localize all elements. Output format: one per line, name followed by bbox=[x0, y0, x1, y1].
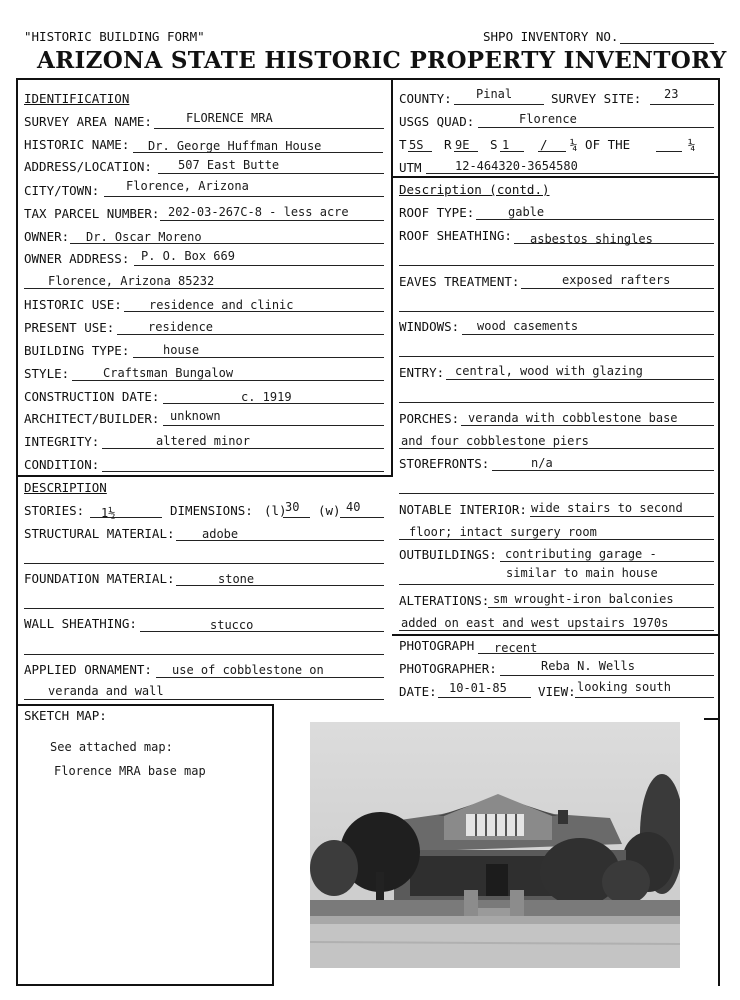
wall-sheathing-label: WALL SHEATHING: bbox=[24, 616, 137, 631]
storefronts-label: STOREFRONTS: bbox=[399, 456, 490, 471]
applied-ornament-value[interactable]: use of cobblestone on bbox=[172, 663, 324, 677]
shpo-inventory-label: SHPO INVENTORY NO. bbox=[483, 29, 619, 44]
alterations-label: ALTERATIONS: bbox=[399, 593, 490, 608]
view-value[interactable]: looking south bbox=[577, 680, 671, 694]
entry-line bbox=[446, 379, 714, 380]
survey-site-label: SURVEY SITE: bbox=[551, 91, 642, 106]
present-use-value[interactable]: residence bbox=[148, 320, 214, 334]
integrity-value[interactable]: altered minor bbox=[156, 434, 250, 448]
survey-site-line bbox=[650, 104, 714, 105]
city-label: CITY/TOWN: bbox=[24, 183, 100, 198]
owner-address-line bbox=[134, 265, 384, 266]
structural-line bbox=[176, 540, 384, 541]
storefronts-line2 bbox=[399, 493, 714, 494]
condition-label: CONDITION: bbox=[24, 457, 100, 472]
entry-label: ENTRY: bbox=[399, 365, 445, 380]
address-value[interactable]: 507 East Butte bbox=[178, 158, 280, 172]
section-line bbox=[500, 151, 524, 152]
identification-heading: IDENTIFICATION bbox=[24, 91, 130, 106]
house-photo-image bbox=[310, 722, 680, 968]
form-name: "HISTORIC BUILDING FORM" bbox=[24, 29, 205, 44]
entry-line2 bbox=[399, 402, 714, 403]
porches-value[interactable]: veranda with cobblestone base bbox=[468, 411, 678, 425]
photo-date-line bbox=[438, 697, 531, 698]
windows-line2 bbox=[399, 356, 714, 357]
owner-address-label: OWNER ADDRESS: bbox=[24, 251, 130, 266]
section-value[interactable]: 1 bbox=[502, 138, 510, 152]
view-line bbox=[575, 697, 714, 698]
eaves-label: EAVES TREATMENT: bbox=[399, 274, 520, 289]
applied-ornament-line bbox=[156, 677, 384, 678]
outbuildings-value[interactable]: contributing garage - bbox=[505, 547, 657, 561]
building-type-value[interactable]: house bbox=[163, 343, 200, 357]
construction-date-label: CONSTRUCTION DATE: bbox=[24, 389, 160, 404]
range-value[interactable]: 9E bbox=[455, 138, 470, 152]
quarter-a-line bbox=[538, 151, 566, 152]
notable-interior-line2[interactable]: floor; intact surgery room bbox=[409, 525, 597, 539]
sketch-top-rule bbox=[16, 704, 274, 706]
structural-value[interactable]: adobe bbox=[202, 527, 239, 541]
roof-sheathing-label: ROOF SHEATHING: bbox=[399, 228, 512, 243]
condition-line bbox=[102, 471, 384, 472]
sketch-right-rule bbox=[272, 704, 274, 986]
architect-line bbox=[163, 425, 384, 426]
survey-area-label: SURVEY AREA NAME: bbox=[24, 114, 152, 129]
dim-length-value[interactable]: 30 bbox=[285, 500, 300, 514]
foundation-line2 bbox=[24, 608, 384, 609]
notable-interior-value[interactable]: wide stairs to second bbox=[531, 501, 683, 515]
owner-address-line2[interactable]: Florence, Arizona 85232 bbox=[48, 274, 215, 288]
wall-sheathing-value[interactable]: stucco bbox=[210, 618, 254, 632]
style-value[interactable]: Craftsman Bungalow bbox=[103, 366, 234, 380]
windows-label: WINDOWS: bbox=[399, 319, 460, 334]
quarter-b-line bbox=[656, 151, 682, 152]
entry-value[interactable]: central, wood with glazing bbox=[455, 364, 643, 378]
dimensions-label: DIMENSIONS: bbox=[170, 503, 253, 518]
dim-length-label: (l) bbox=[264, 503, 287, 518]
owner-address-value[interactable]: P. O. Box 669 bbox=[141, 249, 235, 263]
owner-line bbox=[70, 243, 384, 244]
address-line bbox=[158, 173, 384, 174]
storefronts-line bbox=[492, 470, 714, 471]
integrity-label: INTEGRITY: bbox=[24, 434, 100, 449]
alterations-line2-rule bbox=[399, 630, 714, 631]
county-line bbox=[454, 104, 544, 105]
sketch-map-label: SKETCH MAP: bbox=[24, 708, 107, 723]
usgs-quad-value[interactable]: Florence bbox=[519, 112, 577, 126]
roof-type-label: ROOF TYPE: bbox=[399, 205, 475, 220]
notable-interior-label: NOTABLE INTERIOR: bbox=[399, 502, 527, 517]
utm-line bbox=[426, 173, 714, 174]
sketch-map-line1: See attached map: bbox=[50, 740, 173, 754]
porches-line2-rule bbox=[399, 448, 714, 449]
range-label: R bbox=[444, 137, 452, 152]
structural-label: STRUCTURAL MATERIAL: bbox=[24, 526, 175, 541]
city-value[interactable]: Florence, Arizona bbox=[126, 179, 249, 193]
outbuildings-label: OUTBUILDINGS: bbox=[399, 547, 497, 562]
range-line bbox=[454, 151, 478, 152]
present-use-label: PRESENT USE: bbox=[24, 320, 115, 335]
historic-name-value[interactable]: Dr. George Huffman House bbox=[148, 139, 322, 153]
county-value[interactable]: Pinal bbox=[476, 87, 513, 101]
porches-line2[interactable]: and four cobblestone piers bbox=[401, 434, 589, 448]
outbuildings-line bbox=[500, 561, 714, 562]
utm-label: UTM bbox=[399, 160, 422, 175]
identification-bottom-rule bbox=[16, 475, 393, 477]
view-label: VIEW: bbox=[538, 684, 576, 699]
wall-sheathing-line bbox=[140, 631, 384, 632]
utm-value[interactable]: 12-464320-3654580 bbox=[455, 159, 578, 173]
photographer-value[interactable]: Reba N. Wells bbox=[541, 659, 635, 673]
usgs-quad-line bbox=[478, 127, 714, 128]
section-label: S bbox=[490, 137, 498, 152]
roof-type-line bbox=[476, 219, 714, 220]
description-contd-heading: Description (contd.) bbox=[399, 182, 550, 197]
architect-value[interactable]: unknown bbox=[170, 409, 221, 423]
photo-corner-tick bbox=[704, 718, 718, 720]
tax-parcel-label: TAX PARCEL NUMBER: bbox=[24, 206, 160, 221]
quarter-label: ¼ OF THE bbox=[570, 137, 631, 152]
description-heading: DESCRIPTION bbox=[24, 480, 107, 495]
section-slash: / bbox=[540, 137, 548, 152]
owner-address-line2-rule bbox=[24, 288, 384, 289]
notable-interior-line bbox=[530, 516, 714, 517]
photograph-line bbox=[478, 653, 714, 654]
usgs-quad-label: USGS QUAD: bbox=[399, 114, 475, 129]
page-title: ARIZONA STATE HISTORIC PROPERTY INVENTORY bbox=[37, 47, 727, 74]
quarter-end: ¼ bbox=[688, 137, 696, 152]
roof-type-value[interactable]: gable bbox=[508, 205, 545, 219]
photo-date-label: DATE: bbox=[399, 684, 437, 699]
identification-divider bbox=[391, 78, 393, 476]
style-line bbox=[72, 380, 384, 381]
porches-line bbox=[461, 425, 714, 426]
outbuildings-line2[interactable]: similar to main house bbox=[506, 566, 658, 580]
eaves-value[interactable]: exposed rafters bbox=[562, 273, 671, 287]
sketch-map-line2: Florence MRA base map bbox=[54, 764, 206, 778]
structural-line2 bbox=[24, 563, 384, 564]
porches-label: PORCHES: bbox=[399, 411, 460, 426]
dim-width-label: (w) bbox=[318, 503, 341, 518]
present-use-line bbox=[117, 334, 384, 335]
tax-parcel-value[interactable]: 202-03-267C-8 - less acre bbox=[168, 205, 349, 219]
tax-parcel-line bbox=[160, 220, 384, 221]
notable-interior-line2-rule bbox=[399, 539, 714, 540]
foundation-value[interactable]: stone bbox=[218, 572, 255, 586]
photo-date-value[interactable]: 10-01-85 bbox=[449, 681, 507, 695]
roof-sheathing-value[interactable]: asbestos shingles bbox=[530, 232, 653, 246]
stories-line bbox=[90, 517, 162, 518]
township-value[interactable]: 5S bbox=[409, 138, 424, 152]
stories-value[interactable]: 1½ bbox=[101, 506, 116, 520]
dim-length-line bbox=[283, 517, 310, 518]
roof-sheathing-line2 bbox=[399, 265, 714, 266]
photograph-label: PHOTOGRAPH bbox=[399, 638, 475, 653]
alterations-line bbox=[488, 607, 714, 608]
county-label: COUNTY: bbox=[399, 91, 452, 106]
eaves-line bbox=[521, 288, 714, 289]
integrity-line bbox=[102, 448, 384, 449]
owner-label: OWNER: bbox=[24, 229, 70, 244]
survey-area-line bbox=[154, 128, 384, 129]
address-label: ADDRESS/LOCATION: bbox=[24, 159, 152, 174]
survey-area-value[interactable]: FLORENCE MRA bbox=[186, 111, 273, 125]
dim-width-value[interactable]: 40 bbox=[346, 500, 361, 514]
windows-line bbox=[462, 334, 714, 335]
construction-date-line bbox=[163, 403, 384, 404]
eaves-line2 bbox=[399, 311, 714, 312]
township-line bbox=[408, 151, 432, 152]
shpo-inventory-field[interactable] bbox=[620, 43, 714, 44]
building-type-label: BUILDING TYPE: bbox=[24, 343, 130, 358]
roof-sheathing-line bbox=[514, 243, 714, 244]
city-line bbox=[104, 196, 384, 197]
applied-ornament-line2[interactable]: veranda and wall bbox=[48, 684, 164, 698]
foundation-line bbox=[176, 585, 384, 586]
architect-label: ARCHITECT/BUILDER: bbox=[24, 411, 160, 426]
historic-use-value[interactable]: residence and clinic bbox=[149, 298, 294, 312]
historic-use-line bbox=[124, 311, 384, 312]
construction-date-value[interactable]: c. 1919 bbox=[241, 390, 292, 404]
alterations-value[interactable]: sm wrought-iron balconies bbox=[493, 592, 674, 606]
foundation-label: FOUNDATION MATERIAL: bbox=[24, 571, 175, 586]
photograph-rule bbox=[392, 634, 720, 636]
description-contd-rule bbox=[392, 176, 720, 178]
survey-site-value[interactable]: 23 bbox=[664, 87, 679, 101]
style-label: STYLE: bbox=[24, 366, 70, 381]
storefronts-value[interactable]: n/a bbox=[531, 456, 553, 470]
building-type-line bbox=[133, 357, 384, 358]
applied-ornament-line2-rule bbox=[24, 699, 384, 700]
building-photograph bbox=[310, 722, 680, 968]
applied-ornament-label: APPLIED ORNAMENT: bbox=[24, 662, 152, 677]
historic-use-label: HISTORIC USE: bbox=[24, 297, 122, 312]
dim-width-line bbox=[340, 517, 384, 518]
photographer-label: PHOTOGRAPHER: bbox=[399, 661, 497, 676]
stories-label: STORIES: bbox=[24, 503, 85, 518]
photograph-value[interactable]: recent bbox=[494, 641, 538, 655]
photographer-line bbox=[500, 675, 714, 676]
outbuildings-line2-rule bbox=[399, 584, 714, 585]
township-label: T bbox=[399, 137, 407, 152]
owner-value[interactable]: Dr. Oscar Moreno bbox=[86, 230, 202, 244]
windows-value[interactable]: wood casements bbox=[477, 319, 579, 333]
historic-name-label: HISTORIC NAME: bbox=[24, 137, 130, 152]
historic-name-line bbox=[133, 152, 383, 153]
alterations-line2[interactable]: added on east and west upstairs 1970s bbox=[401, 616, 669, 630]
wall-sheathing-line2 bbox=[24, 654, 384, 655]
